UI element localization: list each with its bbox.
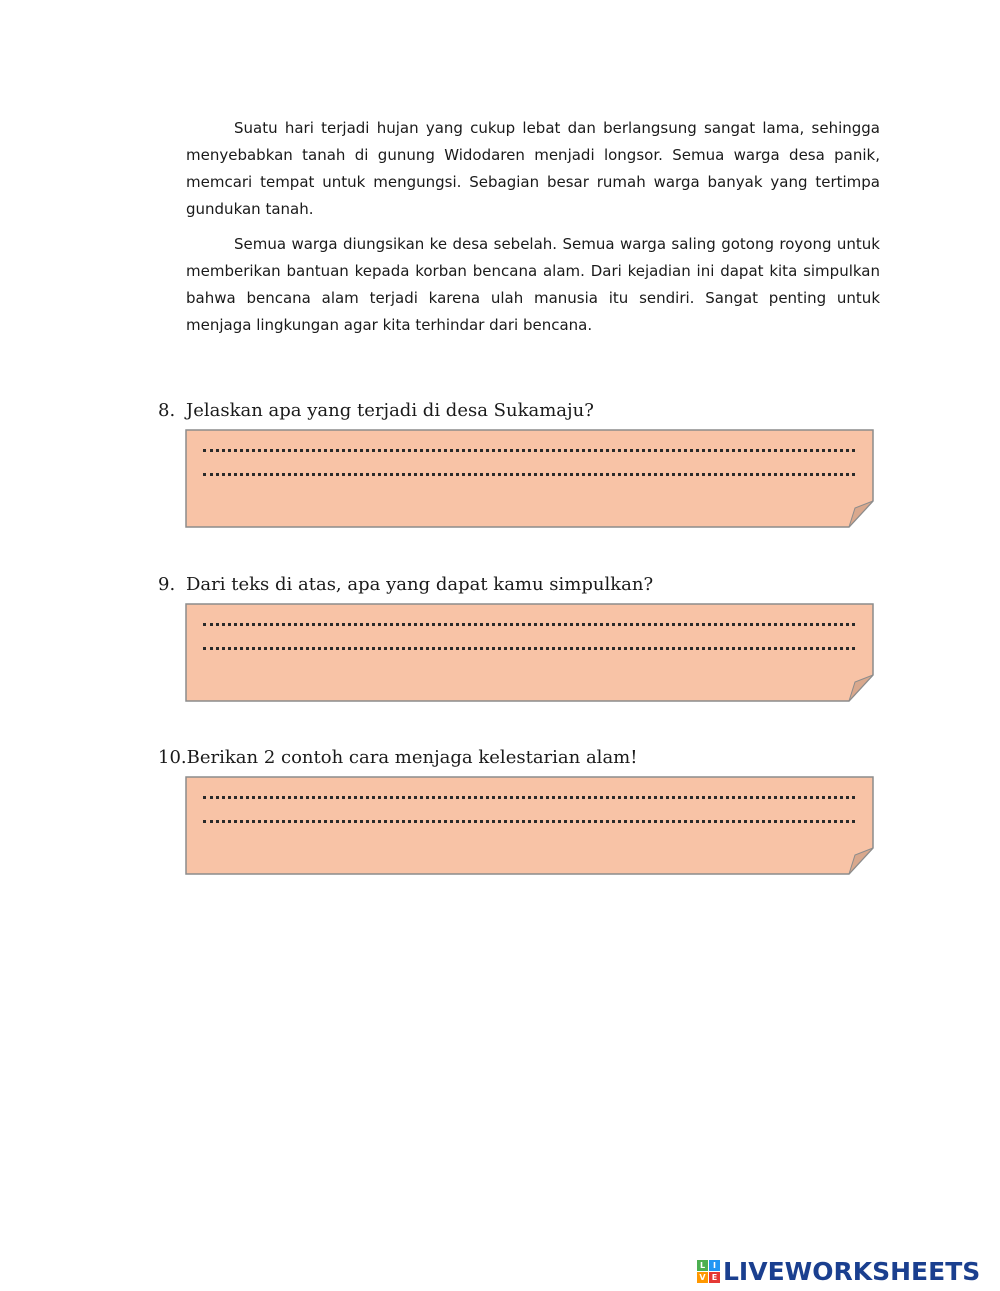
answer-line[interactable] [203, 820, 855, 823]
question-number: 10. [158, 747, 187, 768]
question-9 [158, 574, 653, 595]
logo-letter: I [709, 1260, 720, 1271]
question-10 [158, 747, 637, 768]
answer-box-8[interactable] [185, 429, 873, 527]
question-text: Dari teks di atas, apa yang dapat kamu simpulkan? [186, 574, 654, 595]
answer-line[interactable] [203, 449, 855, 452]
answer-box-9[interactable] [185, 603, 873, 701]
logo-letter: V [697, 1272, 708, 1283]
reading-passage [186, 115, 880, 347]
answer-line[interactable] [203, 623, 855, 626]
answer-line[interactable] [203, 796, 855, 799]
sticky-note-shape [185, 603, 875, 703]
question-text: Berikan 2 contoh cara menjaga kelestarian alam! [186, 747, 638, 768]
logo-text: LIVEWORKSHEETS [723, 1256, 981, 1286]
passage-paragraph-1: Suatu hari terjadi hujan yang cukup lebat dan berlangsung sangat lama, sehingga menyebabkan tanah di gunung Widodaren menjadi longsor. Semua warga desa panik, memcari tempat untuk mengungsi. Sebagian besar rumah warga banyak yang tertimpa gundukan tanah. [186, 119, 880, 218]
logo-letter: E [709, 1272, 720, 1283]
logo-letter: L [697, 1260, 708, 1271]
logo-icon [697, 1260, 720, 1283]
sticky-note-shape [185, 429, 875, 529]
question-number: 8. [158, 400, 176, 421]
passage-paragraph-2: Semua warga diungsikan ke desa sebelah. Semua warga saling gotong royong untuk memberikan bantuan kepada korban bencana alam. Dari kejadian ini dapat kita simpulkan bahwa bencana alam terjadi karena ulah manusia itu sendiri. Sangat penting untuk menjaga lingkungan agar kita terhindar dari bencana. [186, 235, 880, 334]
liveworksheets-logo [697, 1256, 980, 1286]
answer-line[interactable] [203, 473, 855, 476]
sticky-note-shape [185, 776, 875, 876]
question-number: 9. [158, 574, 176, 595]
question-text: Jelaskan apa yang terjadi di desa Sukamaju? [186, 400, 594, 421]
answer-line[interactable] [203, 647, 855, 650]
question-8 [158, 400, 594, 421]
answer-box-10[interactable] [185, 776, 873, 874]
